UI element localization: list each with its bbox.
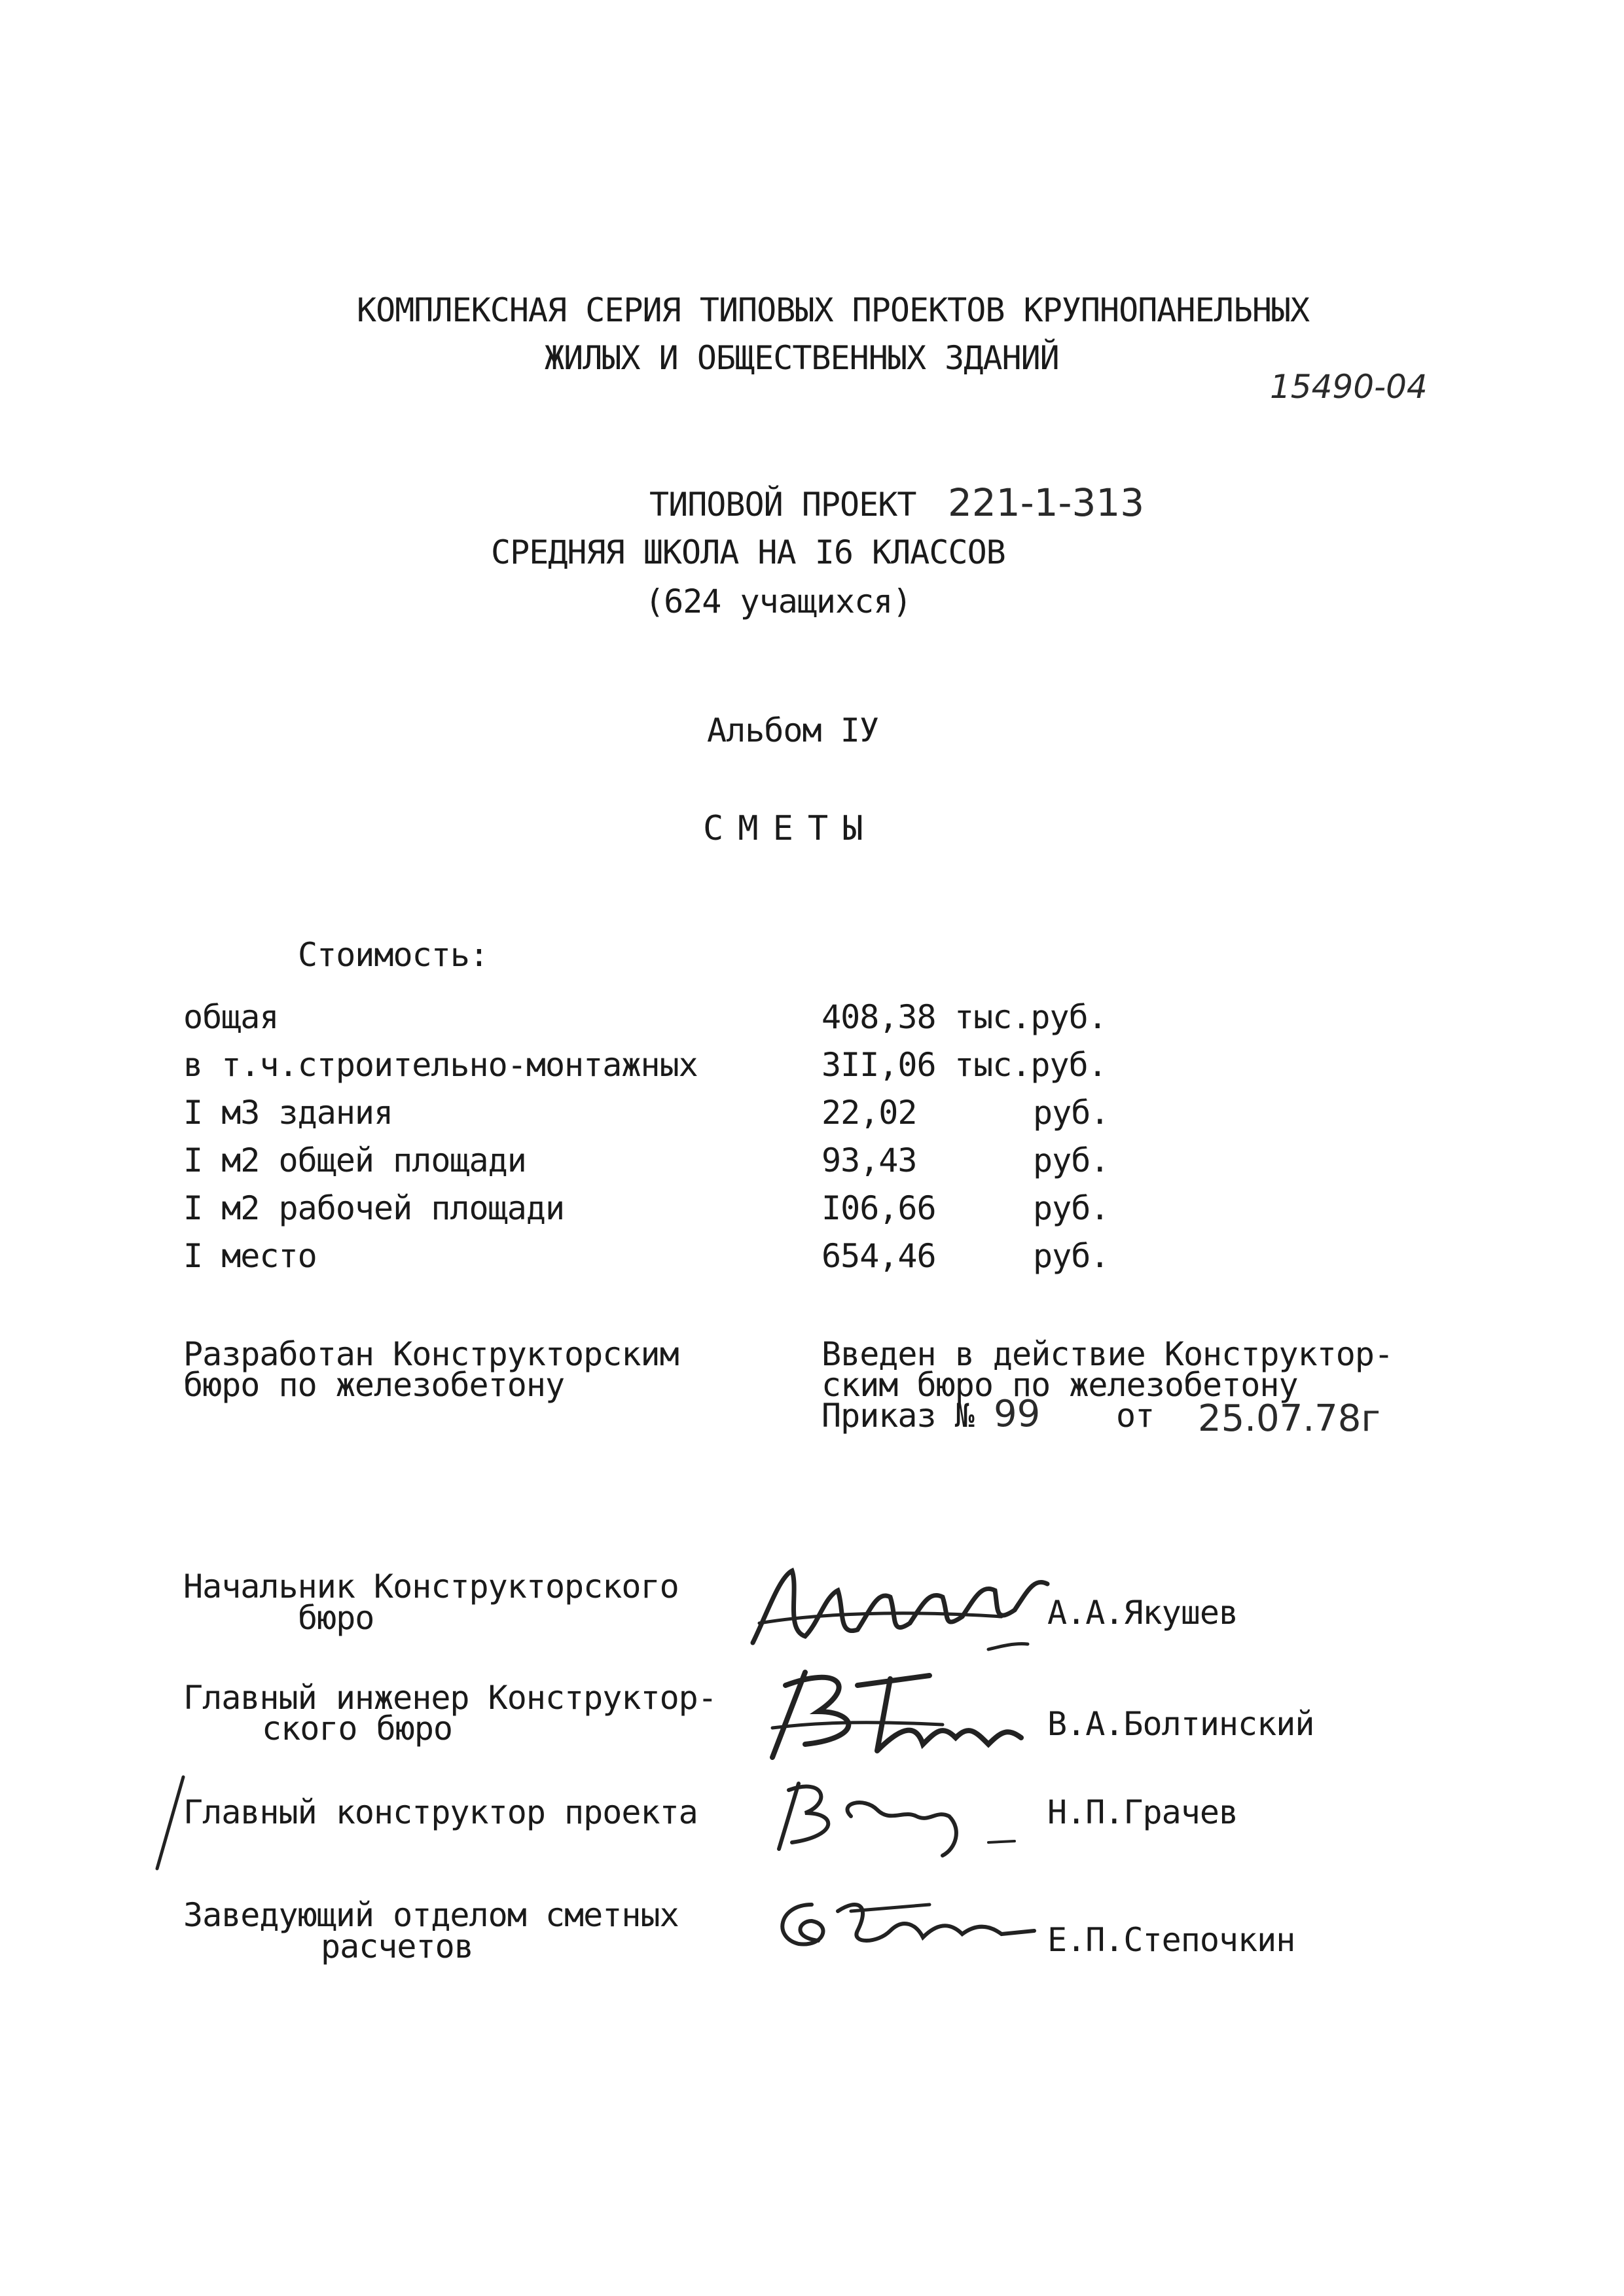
- cost-unit: тыс.руб.: [954, 1046, 1107, 1084]
- cost-label: в т.ч.строительно-монтажных: [183, 1046, 698, 1084]
- signatory-title-line1: Главный инженер Конструктор-: [183, 1679, 717, 1717]
- cost-unit: руб.: [1033, 1094, 1110, 1132]
- developed-by-line2: бюро по железобетону: [183, 1366, 565, 1404]
- series-title-line1: КОМПЛЕКСНАЯ СЕРИЯ ТИПОВЫХ ПРОЕКТОВ КРУПНОПАНЕЛЬНЫХ: [357, 291, 1310, 329]
- order-label: Приказ №: [821, 1397, 974, 1435]
- signatory-title-line1: Заведующий отделом сметных: [183, 1896, 679, 1934]
- project-title: СРЕДНЯЯ ШКОЛА НА I6 КЛАССОВ: [491, 533, 1005, 571]
- cost-row: [0, 1237, 1624, 1283]
- project-capacity: (624 учащихся): [645, 583, 912, 620]
- signatory-title-line1: Главный конструктор проекта: [183, 1793, 698, 1831]
- cost-row: [0, 1141, 1624, 1187]
- cost-label: общая: [183, 998, 279, 1036]
- cost-row: [0, 1189, 1624, 1235]
- cost-value: 654,46: [821, 1237, 936, 1275]
- cost-row: [0, 998, 1624, 1044]
- signatory-title-line1: Начальник Конструкторского: [183, 1568, 679, 1605]
- signatory-name: А.А.Якушев: [1047, 1594, 1238, 1632]
- cost-label: I место: [183, 1237, 317, 1275]
- cost-heading: Стоимость:: [298, 936, 489, 974]
- signatory-name: Н.П.Грачев: [1047, 1793, 1238, 1831]
- signatory-name: Е.П.Степочкин: [1047, 1921, 1295, 1959]
- cost-value: I06,66: [821, 1189, 936, 1227]
- cost-label: I м2 рабочей площади: [183, 1189, 565, 1227]
- cost-row: [0, 1046, 1624, 1092]
- handwritten-signature: [759, 1885, 1047, 1970]
- cost-unit: руб.: [1033, 1189, 1110, 1227]
- order-from-label: от: [1116, 1397, 1155, 1435]
- document-code: 15490-04: [1270, 368, 1428, 406]
- cost-value: 22,02: [821, 1094, 917, 1132]
- project-number: 221-1-313: [948, 480, 1145, 525]
- cost-unit: руб.: [1033, 1141, 1110, 1179]
- cost-unit: тыс.руб.: [954, 998, 1107, 1036]
- signatory-name: В.А.Болтинский: [1047, 1705, 1314, 1743]
- handwritten-signature: [740, 1551, 1093, 1662]
- cost-value: 3II,06: [821, 1046, 936, 1084]
- cost-label: I м2 общей площади: [183, 1141, 526, 1179]
- series-title-line2: ЖИЛЫХ И ОБЩЕСТВЕННЫХ ЗДАНИЙ: [545, 339, 1059, 377]
- order-number: 99: [994, 1393, 1041, 1435]
- project-label: ТИПОВОЙ ПРОЕКТ: [649, 486, 916, 524]
- cost-value: 93,43: [821, 1141, 917, 1179]
- cost-label: I м3 здания: [183, 1094, 393, 1132]
- introduced-by-line2: ским бюро по железобетону: [821, 1366, 1298, 1404]
- signatory-title-line2: расчетов: [321, 1928, 473, 1965]
- section-title: СМЕТЫ: [703, 809, 878, 848]
- developed-by-line1: Разработан Конструкторским: [183, 1335, 679, 1373]
- handwritten-signature: [746, 1659, 1054, 1770]
- order-date: 25.07.78г: [1198, 1397, 1380, 1440]
- cost-unit: руб.: [1033, 1237, 1110, 1275]
- handwritten-signature: [753, 1770, 1060, 1862]
- signatory-title-line2: бюро: [298, 1599, 374, 1637]
- signatory-title-line2: ского бюро: [262, 1710, 453, 1748]
- cost-value: 408,38: [821, 998, 936, 1036]
- cost-row: [0, 1094, 1624, 1139]
- album-number: Альбом IУ: [707, 711, 878, 749]
- introduced-by-line1: Введен в действие Конструктор-: [821, 1335, 1394, 1373]
